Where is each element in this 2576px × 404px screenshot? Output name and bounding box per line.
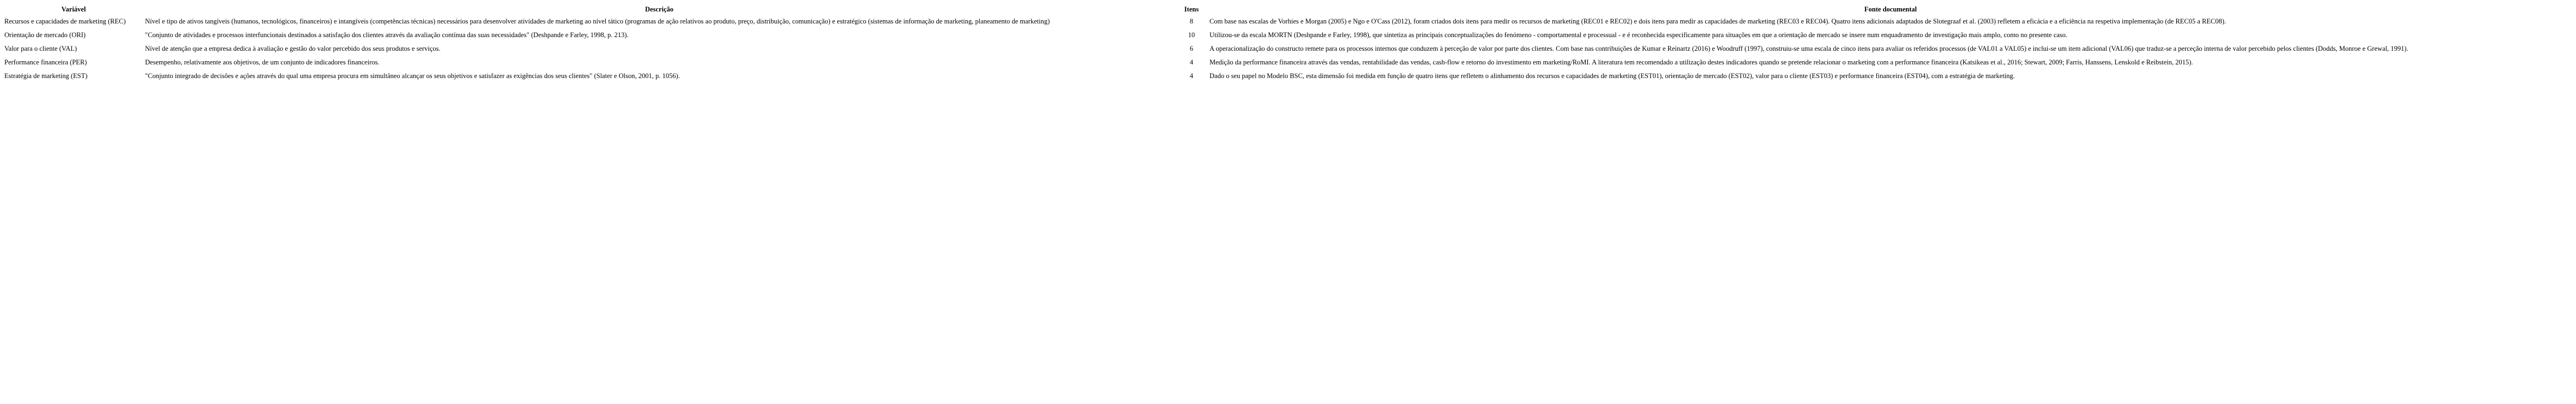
cell-itens: 8 <box>1189 17 1194 25</box>
cell-descricao: Desempenho, relativamente aos objetivos, de um conjunto de indicadores financeiros. <box>145 58 380 66</box>
cell-fonte: Dado o seu papel no Modelo BSC, esta dimensão foi medida em função de quatro itens que refletem o alinhamento dos recursos e capacidades de marketing (EST01), orientação de mercado (EST02), valor para o cliente (EST03) e performance financeira (EST04), com a estratégia de marketing. <box>1209 72 2015 80</box>
cell-variavel: Performance financeira (PER) <box>4 58 87 66</box>
header-descricao: Descrição <box>645 5 674 13</box>
cell-itens: 10 <box>1188 31 1195 39</box>
cell-itens: 4 <box>1189 58 1194 66</box>
table-row <box>3 56 2573 69</box>
table-header-row <box>3 5 2573 15</box>
cell-descricao: "Conjunto integrado de decisões e ações através do qual uma empresa procura em simultâneo alcançar os seus objetivos e satisfazer as exigências dos seus clientes" (Slater e Olson, 2001, p. 1056). <box>145 72 680 80</box>
documentation-table <box>3 5 2573 83</box>
cell-variavel: Valor para o cliente (VAL) <box>4 45 77 52</box>
table-row <box>3 42 2573 56</box>
table-row <box>3 69 2573 83</box>
cell-variavel: Orientação de mercado (ORI) <box>4 31 86 39</box>
table-row <box>3 28 2573 42</box>
cell-descricao: Nível de atenção que a empresa dedica à avaliação e gestão do valor percebido dos seus produtos e serviços. <box>145 45 441 52</box>
header-itens: Itens <box>1184 5 1199 13</box>
cell-variavel: Recursos e capacidades de marketing (REC) <box>4 17 126 25</box>
cell-descricao: Nível e tipo de ativos tangíveis (humanos, tecnológicos, financeiros) e intangíveis (competências técnicas) necessários para desenvolver atividades de marketing ao nível tático (programas de ação relativos ao produto, preço, distribuição, comunicação) e estratégico (sistemas de informação de marketing, planeamento de marketing) <box>145 17 1050 25</box>
header-fonte: Fonte documental <box>1864 5 1917 13</box>
header-variavel: Variável <box>61 5 86 13</box>
cell-descricao: "Conjunto de atividades e processos interfuncionais destinados a satisfação dos clientes através da avaliação contínua das suas necessidades" (Deshpande e Farley, 1998, p. 213). <box>145 31 629 39</box>
cell-variavel: Estratégia de marketing (EST) <box>4 72 88 80</box>
cell-fonte: A operacionalização do constructo remete para os processos internos que conduzem à perceção de valor por parte dos clientes. Com base nas contribuições de Kumar e Reinartz (2016) e Woodruff (1997), construiu-se uma escala de cinco itens para avaliar os referidos processos (de VAL01 a VAL05) e inclui-se um item adicional (VAL06) que traduz-se a perceção interna de valor percebido pelos clientes (Dodds, Monroe e Grewal, 1991). <box>1209 45 2409 52</box>
cell-fonte: Medição da performance financeira através das vendas, rentabilidade das vendas, cash-flow e retorno do investimento em marketing/RoMI. A literatura tem recomendado a utilização destes indicadores quando se pretende relacionar o marketing com a performance financeira (Katsikeas et al., 2016; Stewart, 2009; Farris, Hanssens, Lenskold e Reibstein, 2015). <box>1209 58 2193 66</box>
table-row <box>3 15 2573 28</box>
cell-itens: 4 <box>1189 72 1194 80</box>
cell-itens: 6 <box>1189 45 1194 52</box>
cell-fonte: Utilizou-se da escala MORTN (Deshpande e Farley, 1998), que sintetiza as principais conceptualizações do fenómeno - comportamental e processual - e é reconhecida especificamente para situações em que a orientação de mercado se insere num enquadramento de investigação mais amplo, como no presente caso. <box>1209 31 2068 39</box>
cell-fonte: Com base nas escalas de Vorhies e Morgan (2005) e Ngo e O'Cass (2012), foram criados dois itens para medir os recursos de marketing (REC01 e REC02) e dois itens para medir as capacidades de marketing (REC03 e REC04). Quatro itens adicionais adaptados de Slotegraaf et al. (2003) refletem a eficácia e a eficiência na respetiva implementação (de REC05 a REC08). <box>1209 17 2226 25</box>
